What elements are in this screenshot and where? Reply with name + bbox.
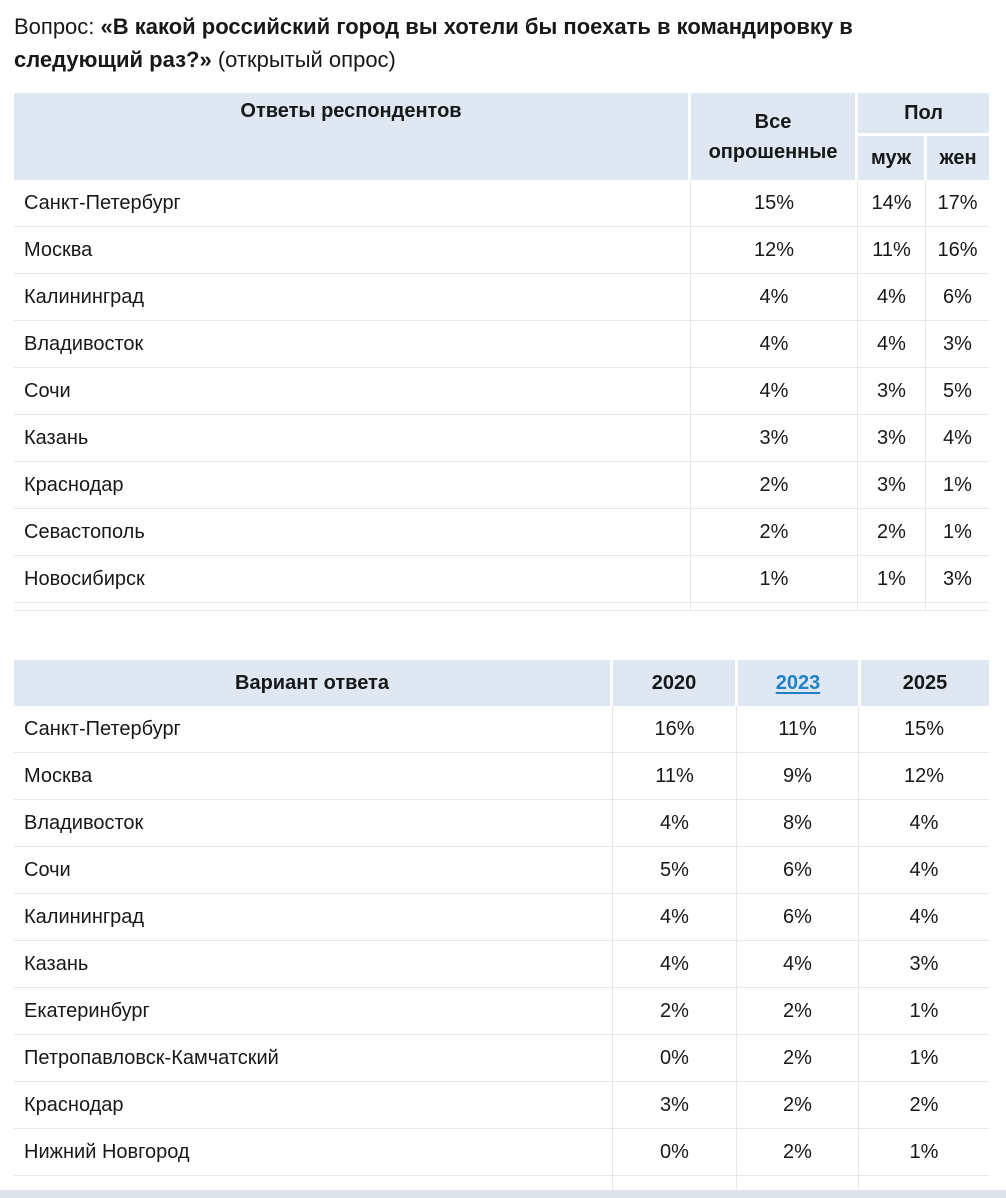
row-value: 4%: [613, 800, 736, 846]
column-header-male: муж: [858, 136, 924, 180]
row-value: 14%: [858, 180, 925, 226]
row-value: 11%: [613, 753, 736, 799]
year-comparison-table: [14, 660, 989, 1190]
row-value: 17%: [926, 180, 989, 226]
row-label: Казань: [14, 415, 690, 461]
row-label: Калининград: [14, 274, 690, 320]
table-row: [14, 321, 989, 368]
table-row: [14, 753, 989, 800]
title-suffix: (открытый опрос): [211, 47, 396, 72]
row-value: 4%: [691, 274, 857, 320]
column-header-all-respondents: Все опрошенные: [691, 93, 855, 180]
row-label: Краснодар: [14, 462, 690, 508]
row-value: 15%: [859, 706, 989, 752]
row-value: 4%: [859, 800, 989, 846]
row-label: Москва: [14, 227, 690, 273]
table-row: [14, 556, 989, 603]
row-value: 4%: [691, 368, 857, 414]
row-label: Нижний Новгород: [14, 1129, 612, 1175]
cropped-cell: [737, 1176, 858, 1190]
year-table-body: [14, 706, 989, 1176]
row-value: 3%: [858, 368, 925, 414]
year-table-header: [14, 660, 989, 706]
row-value: 3%: [691, 415, 857, 461]
column-header-female: жен: [927, 136, 989, 180]
row-value: 12%: [859, 753, 989, 799]
row-label: Санкт-Петербург: [14, 706, 612, 752]
row-label: Севастополь: [14, 509, 690, 555]
row-label: Петропавловск-Камчатский: [14, 1035, 612, 1081]
row-value: 3%: [926, 556, 989, 602]
row-value: 1%: [926, 509, 989, 555]
row-value: 2%: [613, 988, 736, 1034]
row-value: 11%: [737, 706, 858, 752]
row-value: 1%: [859, 988, 989, 1034]
row-value: 11%: [858, 227, 925, 273]
row-value: 2%: [858, 509, 925, 555]
row-label: Екатеринбург: [14, 988, 612, 1034]
cropped-cell: [14, 603, 690, 610]
row-value: 4%: [859, 894, 989, 940]
row-value: 1%: [926, 462, 989, 508]
table-row: [14, 1082, 989, 1129]
table-row: [14, 1129, 989, 1176]
table-row: [14, 415, 989, 462]
cropped-cell: [858, 603, 925, 610]
row-value: 6%: [737, 847, 858, 893]
cropped-cell: [859, 1176, 989, 1190]
row-value: 3%: [926, 321, 989, 367]
row-value: 4%: [926, 415, 989, 461]
row-value: 3%: [858, 462, 925, 508]
table-row: [14, 847, 989, 894]
page-bottom-strip: [0, 1190, 1006, 1198]
row-value: 4%: [613, 941, 736, 987]
table-row: [14, 941, 989, 988]
row-value: 16%: [926, 227, 989, 273]
row-value: 0%: [613, 1129, 736, 1175]
cropped-cell: [926, 603, 989, 610]
row-value: 16%: [613, 706, 736, 752]
row-label: Владивосток: [14, 321, 690, 367]
table-row: [14, 462, 989, 509]
year-2020-label: 2020: [651, 671, 697, 694]
row-value: 1%: [859, 1035, 989, 1081]
row-label: Санкт-Петербург: [14, 180, 690, 226]
row-value: 4%: [691, 321, 857, 367]
row-value: 0%: [613, 1035, 736, 1081]
table-row: [14, 800, 989, 847]
column-header-gender: Пол: [858, 93, 989, 133]
column-header-2020: [613, 660, 735, 706]
table-row: [14, 988, 989, 1035]
title-question: «В какой российский город вы хотели бы поехать в командировку в следующий раз?»: [14, 14, 853, 72]
cropped-cell: [14, 1176, 612, 1190]
table-row: [14, 509, 989, 556]
row-value: 2%: [737, 1129, 858, 1175]
row-value: 4%: [737, 941, 858, 987]
row-label: Сочи: [14, 368, 690, 414]
row-label: Краснодар: [14, 1082, 612, 1128]
row-value: 5%: [926, 368, 989, 414]
row-value: 2%: [737, 1035, 858, 1081]
row-value: 2%: [737, 988, 858, 1034]
row-value: 4%: [858, 274, 925, 320]
table-row: [14, 274, 989, 321]
row-value: 3%: [613, 1082, 736, 1128]
row-label: Калининград: [14, 894, 612, 940]
row-value: 1%: [858, 556, 925, 602]
cropped-cell: [691, 603, 857, 610]
column-header-2025: [861, 660, 989, 706]
row-label: Новосибирск: [14, 556, 690, 602]
table-row: [14, 894, 989, 941]
row-value: 4%: [613, 894, 736, 940]
row-value: 4%: [858, 321, 925, 367]
row-value: 2%: [859, 1082, 989, 1128]
cropped-table-row: [14, 603, 989, 611]
table-row: [14, 180, 989, 227]
row-value: 8%: [737, 800, 858, 846]
column-header-option: Вариант ответа: [14, 660, 610, 706]
row-value: 9%: [737, 753, 858, 799]
table-row: [14, 368, 989, 415]
gender-breakdown-table: [14, 93, 989, 611]
row-label: Владивосток: [14, 800, 612, 846]
cropped-cell: [613, 1176, 736, 1190]
row-label: Казань: [14, 941, 612, 987]
row-value: 15%: [691, 180, 857, 226]
row-label: Сочи: [14, 847, 612, 893]
page-title: [14, 10, 934, 76]
row-value: 3%: [858, 415, 925, 461]
row-value: 12%: [691, 227, 857, 273]
row-value: 5%: [613, 847, 736, 893]
row-value: 2%: [691, 509, 857, 555]
row-value: 2%: [737, 1082, 858, 1128]
table-row: [14, 227, 989, 274]
row-value: 2%: [691, 462, 857, 508]
row-value: 6%: [926, 274, 989, 320]
cropped-table-row: [14, 1176, 989, 1190]
row-value: 4%: [859, 847, 989, 893]
column-header-answers: Ответы респондентов: [14, 93, 688, 180]
row-value: 1%: [691, 556, 857, 602]
row-value: 6%: [737, 894, 858, 940]
gender-table-header: [14, 93, 989, 180]
row-value: 1%: [859, 1129, 989, 1175]
row-value: 3%: [859, 941, 989, 987]
gender-table-body: [14, 180, 989, 603]
title-prefix: Вопрос:: [14, 14, 101, 39]
column-header-2023: [738, 660, 858, 706]
table-row: [14, 1035, 989, 1082]
table-row: [14, 706, 989, 753]
year-2023-link[interactable]: 2023: [775, 671, 821, 694]
row-label: Москва: [14, 753, 612, 799]
year-2025-label: 2025: [902, 671, 948, 694]
